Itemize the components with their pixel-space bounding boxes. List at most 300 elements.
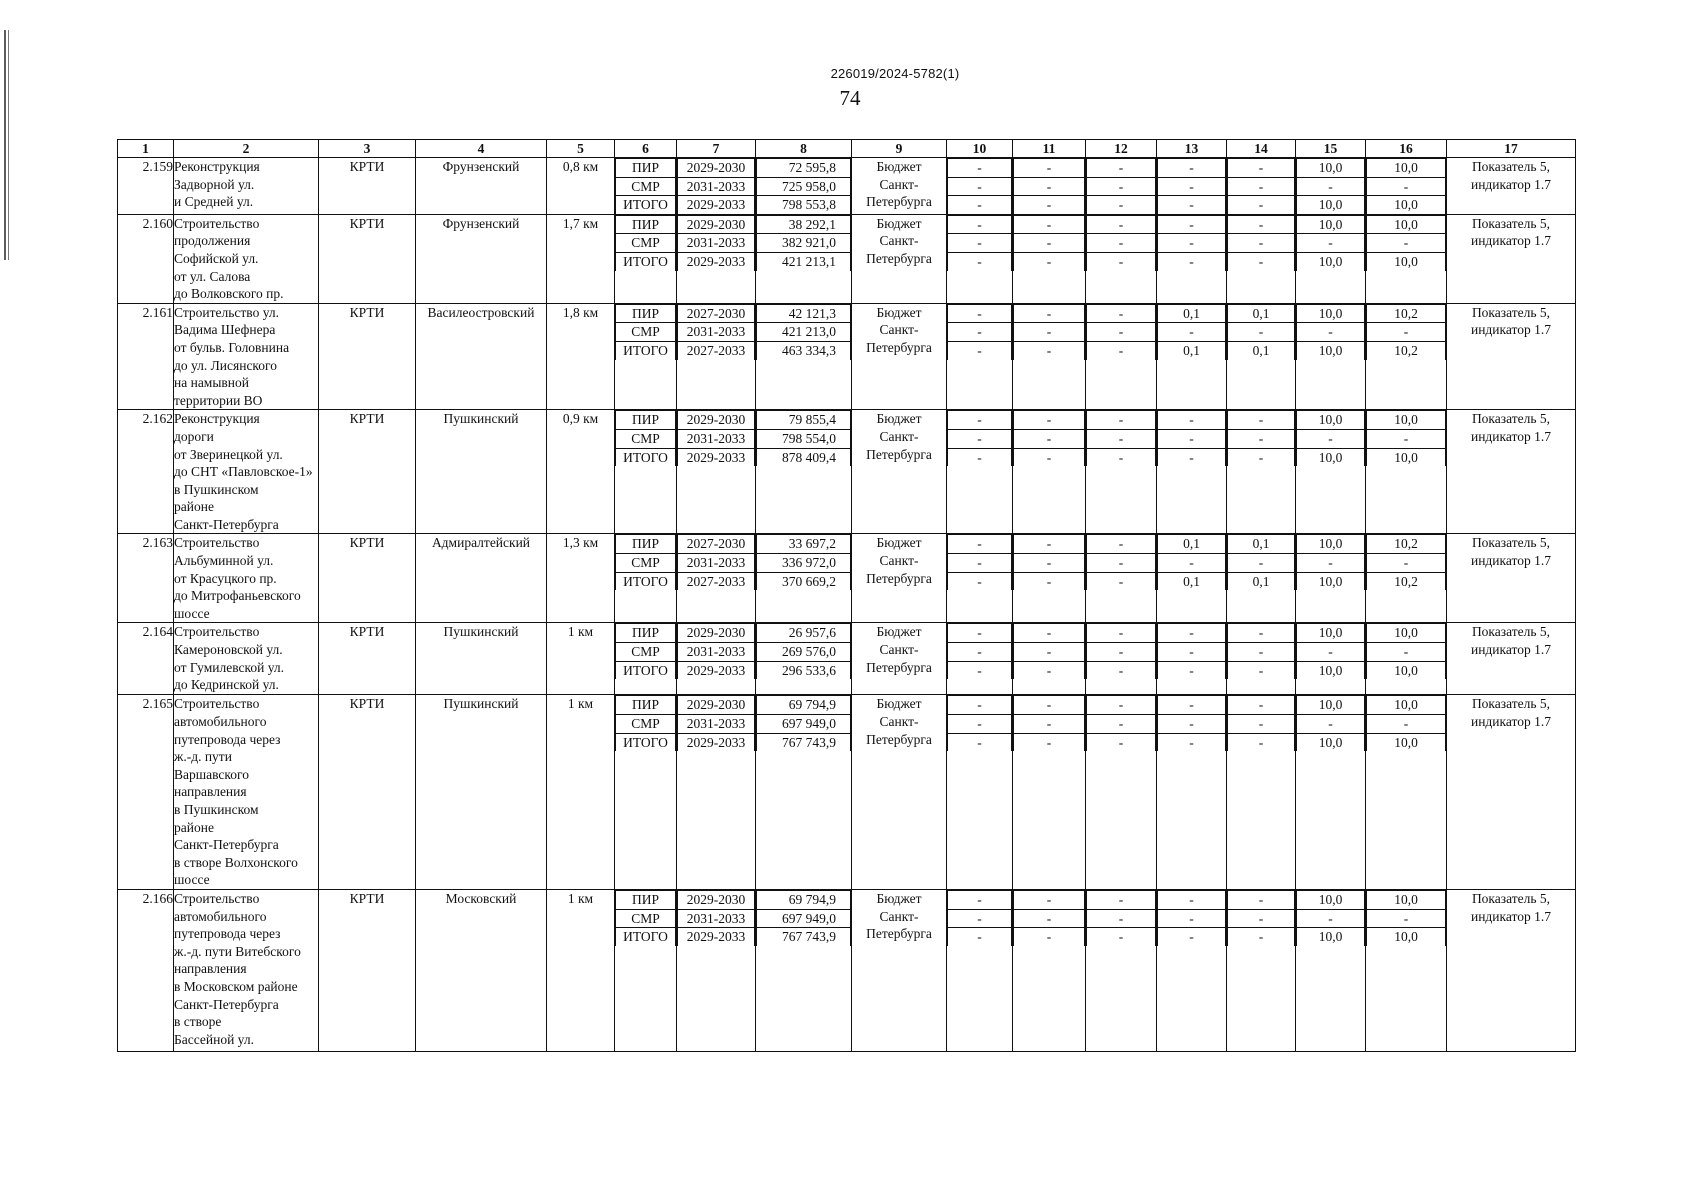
value-c12: - xyxy=(1087,909,1156,928)
stage-type: ИТОГО xyxy=(616,572,676,590)
stage-type: СМР xyxy=(616,909,676,928)
object-name-line: Строительство xyxy=(174,624,260,640)
object-name xyxy=(174,410,319,534)
stage-years: 2027-2030 xyxy=(678,304,755,323)
scan-binding-edge xyxy=(4,30,10,260)
column-header-8: 8 xyxy=(756,140,852,158)
stage-sum: 38 292,1 xyxy=(757,215,851,234)
value-c14: - xyxy=(1228,159,1295,178)
stage-years: 2029-2033 xyxy=(678,733,755,751)
value-c14: - xyxy=(1228,733,1295,751)
value-c13: - xyxy=(1158,215,1226,234)
stage-type: ПИР xyxy=(616,159,676,178)
value-c11: - xyxy=(1014,733,1085,751)
funding-source xyxy=(852,410,947,534)
value-c10: - xyxy=(948,733,1012,751)
value-c14-cell xyxy=(1227,158,1296,215)
value-c13: - xyxy=(1158,661,1226,679)
funding-line: Петербурга xyxy=(866,250,932,266)
value-c13-cell xyxy=(1157,303,1227,410)
value-c11: - xyxy=(1014,215,1085,234)
value-c10: - xyxy=(948,411,1012,430)
value-c15: - xyxy=(1297,234,1365,253)
object-name-line: в Московском районе xyxy=(174,978,298,994)
object-name-line: шоссе xyxy=(174,872,210,888)
indicator xyxy=(1447,695,1576,890)
value-c13: - xyxy=(1158,643,1226,662)
stage-sum: 33 697,2 xyxy=(757,535,851,554)
stage-sum: 296 533,6 xyxy=(757,661,851,679)
value-c16: 10,0 xyxy=(1367,159,1446,178)
object-name-line: продолжения xyxy=(174,233,251,249)
value-c11-cell xyxy=(1013,534,1086,623)
customer: КРТИ xyxy=(319,889,416,1051)
object-name-line: до Митрофаньевского xyxy=(174,588,301,604)
value-c15-cell xyxy=(1296,695,1366,890)
stage-sum: 767 743,9 xyxy=(757,928,851,946)
object-name-line: в Пушкинском xyxy=(174,802,259,817)
value-c10-cell xyxy=(947,889,1013,1051)
value-c16: 10,2 xyxy=(1367,572,1446,590)
value-c10: - xyxy=(948,572,1012,590)
value-c10-cell xyxy=(947,534,1013,623)
value-c10: - xyxy=(948,535,1012,554)
funding-source xyxy=(852,623,947,695)
value-c16: 10,2 xyxy=(1367,341,1446,359)
stage-years: 2031-2033 xyxy=(678,909,755,928)
value-c10: - xyxy=(948,554,1012,573)
column-header-2: 2 xyxy=(174,140,319,158)
value-c14: - xyxy=(1228,890,1295,909)
object-name-line: автомобильного xyxy=(174,908,267,924)
value-c13: - xyxy=(1158,323,1226,342)
stage-years: 2031-2033 xyxy=(678,715,755,734)
object-name-line: Задворной ул. xyxy=(174,176,255,192)
value-c14-cell xyxy=(1227,695,1296,890)
object-name-line: Вадима Шефнера xyxy=(174,322,276,338)
district: Фрунзенский xyxy=(416,158,547,215)
value-c12-cell xyxy=(1086,410,1157,534)
value-c15: - xyxy=(1297,643,1365,662)
table-row xyxy=(118,303,1576,410)
object-name-line: направления xyxy=(174,784,247,800)
indicator xyxy=(1447,158,1576,215)
value-c16-cell xyxy=(1366,214,1447,303)
value-c13: 0,1 xyxy=(1158,304,1226,323)
value-c12: - xyxy=(1087,715,1156,734)
object-name-line: до Волковского пр. xyxy=(174,286,284,302)
district: Фрунзенский xyxy=(416,214,547,303)
value-c16: 10,0 xyxy=(1367,196,1446,214)
object-name-line: от Красуцкого пр. xyxy=(174,570,277,586)
value-c15-cell xyxy=(1296,214,1366,303)
column-header-13: 13 xyxy=(1157,140,1227,158)
stage-years: 2029-2033 xyxy=(678,252,755,270)
value-c10: - xyxy=(948,696,1012,715)
value-c10: - xyxy=(948,624,1012,643)
value-c14: - xyxy=(1228,696,1295,715)
stage-years-cell xyxy=(677,303,756,410)
indicator xyxy=(1447,623,1576,695)
value-c11: - xyxy=(1014,196,1085,214)
object-name-line: Реконструкция xyxy=(174,411,260,427)
stage-years: 2027-2033 xyxy=(678,341,755,359)
object-name-line: и Средней ул. xyxy=(174,194,254,210)
object-name-line: путепровода через xyxy=(174,926,281,942)
stage-sum: 878 409,4 xyxy=(757,448,851,466)
stage-sum-cell xyxy=(756,214,852,303)
projects-table xyxy=(117,139,1576,1052)
indicator xyxy=(1447,410,1576,534)
stage-sum: 336 972,0 xyxy=(757,554,851,573)
object-name-line: Санкт-Петербурга xyxy=(174,996,279,1012)
funding-source xyxy=(852,889,947,1051)
value-c10: - xyxy=(948,177,1012,196)
value-c12: - xyxy=(1087,341,1156,359)
value-c14-cell xyxy=(1227,303,1296,410)
object-name-line: Строительство xyxy=(174,890,260,906)
object-name-line: автомобильного xyxy=(174,714,267,730)
value-c12: - xyxy=(1087,733,1156,751)
value-c14: - xyxy=(1228,323,1295,342)
value-c13-cell xyxy=(1157,623,1227,695)
value-c12: - xyxy=(1087,323,1156,342)
object-name-line: Санкт-Петербурга xyxy=(174,837,279,853)
value-c15-cell xyxy=(1296,889,1366,1051)
funding-line: Бюджет xyxy=(876,304,922,320)
value-c10: - xyxy=(948,715,1012,734)
funding-line: Петербурга xyxy=(866,339,932,355)
value-c13: - xyxy=(1158,909,1226,928)
value-c11: - xyxy=(1014,177,1085,196)
funding-line: Санкт- xyxy=(879,428,919,444)
customer: КРТИ xyxy=(319,410,416,534)
stage-years: 2029-2033 xyxy=(678,196,755,214)
value-c10: - xyxy=(948,215,1012,234)
column-header-16: 16 xyxy=(1366,140,1447,158)
object-name xyxy=(174,889,319,1051)
funding-line: Петербурга xyxy=(866,926,932,942)
value-c16: 10,0 xyxy=(1367,215,1446,234)
object-name-line: районе xyxy=(174,819,214,835)
customer: КРТИ xyxy=(319,158,416,215)
stage-sum: 269 576,0 xyxy=(757,643,851,662)
value-c12: - xyxy=(1087,890,1156,909)
object-name-line: Бассейной ул. xyxy=(174,1031,254,1047)
value-c16: - xyxy=(1367,429,1446,448)
stage-years: 2029-2033 xyxy=(678,661,755,679)
object-name-line: направления xyxy=(174,961,247,977)
object-name-line: в створе xyxy=(174,1014,222,1030)
stage-years: 2029-2033 xyxy=(678,448,755,466)
stage-sum: 79 855,4 xyxy=(757,411,851,430)
value-c14: - xyxy=(1228,234,1295,253)
object-name xyxy=(174,623,319,695)
object-name xyxy=(174,214,319,303)
value-c11: - xyxy=(1014,448,1085,466)
value-c14: - xyxy=(1228,643,1295,662)
funding-line: Петербурга xyxy=(866,194,932,210)
indicator-line: Показатель 5, xyxy=(1471,411,1551,427)
stage-type: ИТОГО xyxy=(616,252,676,270)
indicator-line: индикатор 1.7 xyxy=(1470,322,1551,338)
funding-line: Бюджет xyxy=(876,535,922,551)
value-c16: 10,0 xyxy=(1367,733,1446,751)
object-name xyxy=(174,534,319,623)
column-header-6: 6 xyxy=(615,140,677,158)
value-c10: - xyxy=(948,661,1012,679)
object-name-line: на намывной xyxy=(174,375,249,391)
stage-years: 2027-2033 xyxy=(678,572,755,590)
indicator-line: Показатель 5, xyxy=(1471,535,1551,551)
length: 0,9 км xyxy=(547,410,615,534)
indicator-line: Показатель 5, xyxy=(1471,696,1551,712)
value-c14-cell xyxy=(1227,623,1296,695)
stage-years: 2031-2033 xyxy=(678,643,755,662)
value-c12-cell xyxy=(1086,534,1157,623)
indicator-line: индикатор 1.7 xyxy=(1470,553,1551,569)
value-c10-cell xyxy=(947,214,1013,303)
stage-years-cell xyxy=(677,534,756,623)
value-c11-cell xyxy=(1013,410,1086,534)
object-name-line: Софийской ул. xyxy=(174,250,259,266)
stage-type: ПИР xyxy=(616,411,676,430)
stage-sum: 421 213,1 xyxy=(757,252,851,270)
stage-type: СМР xyxy=(616,234,676,253)
value-c15: 10,0 xyxy=(1297,341,1365,359)
value-c15-cell xyxy=(1296,534,1366,623)
object-name-line: до Кедринской ул. xyxy=(174,677,279,693)
value-c15: 10,0 xyxy=(1297,890,1365,909)
value-c12: - xyxy=(1087,928,1156,946)
document-id: 226019/2024-5782(1) xyxy=(830,66,960,81)
stage-years: 2031-2033 xyxy=(678,323,755,342)
table-row xyxy=(118,214,1576,303)
stage-type: ПИР xyxy=(616,890,676,909)
stage-type: ПИР xyxy=(616,696,676,715)
length: 1 км xyxy=(547,889,615,1051)
object-name-line: от ул. Салова xyxy=(174,268,251,284)
stage-sum: 697 949,0 xyxy=(757,909,851,928)
value-c11: - xyxy=(1014,411,1085,430)
stage-sum: 798 554,0 xyxy=(757,429,851,448)
value-c14: - xyxy=(1228,215,1295,234)
stage-type: ИТОГО xyxy=(616,448,676,466)
value-c13-cell xyxy=(1157,214,1227,303)
funding-line: Бюджет xyxy=(876,411,922,427)
value-c15: 10,0 xyxy=(1297,661,1365,679)
object-name-line: шоссе xyxy=(174,605,210,621)
stage-years: 2029-2030 xyxy=(678,696,755,715)
stage-type: СМР xyxy=(616,643,676,662)
stage-years-cell xyxy=(677,623,756,695)
value-c15: - xyxy=(1297,177,1365,196)
value-c12: - xyxy=(1087,215,1156,234)
page-number: 74 xyxy=(839,86,861,110)
stage-type: ПИР xyxy=(616,535,676,554)
stage-sum-cell xyxy=(756,889,852,1051)
value-c11-cell xyxy=(1013,695,1086,890)
value-c16: 10,0 xyxy=(1367,411,1446,430)
value-c11: - xyxy=(1014,304,1085,323)
object-name xyxy=(174,158,319,215)
value-c11: - xyxy=(1014,159,1085,178)
value-c16-cell xyxy=(1366,303,1447,410)
object-name-line: Строительство xyxy=(174,215,260,231)
stage-sum: 42 121,3 xyxy=(757,304,851,323)
value-c11: - xyxy=(1014,696,1085,715)
value-c16-cell xyxy=(1366,695,1447,890)
value-c15-cell xyxy=(1296,623,1366,695)
funding-line: Санкт- xyxy=(879,553,919,569)
value-c14-cell xyxy=(1227,534,1296,623)
value-c16: 10,0 xyxy=(1367,696,1446,715)
value-c13-cell xyxy=(1157,534,1227,623)
object-name-line: от Зверинецкой ул. xyxy=(174,446,283,462)
customer: КРТИ xyxy=(319,534,416,623)
projects-body xyxy=(118,158,1576,1052)
value-c11-cell xyxy=(1013,623,1086,695)
stage-sum: 72 595,8 xyxy=(757,159,851,178)
value-c14-cell xyxy=(1227,214,1296,303)
value-c11: - xyxy=(1014,341,1085,359)
row-number: 2.165 xyxy=(118,695,174,890)
column-number-row xyxy=(118,140,1576,158)
value-c10: - xyxy=(948,196,1012,214)
value-c11-cell xyxy=(1013,889,1086,1051)
stage-type: ПИР xyxy=(616,215,676,234)
column-header-15: 15 xyxy=(1296,140,1366,158)
value-c14: 0,1 xyxy=(1228,304,1295,323)
stage-type: ИТОГО xyxy=(616,928,676,946)
length: 1,7 км xyxy=(547,214,615,303)
value-c11: - xyxy=(1014,643,1085,662)
object-name-line: Камероновской ул. xyxy=(174,642,283,658)
value-c15: 10,0 xyxy=(1297,159,1365,178)
stage-type-cell xyxy=(615,410,677,534)
value-c14: - xyxy=(1228,177,1295,196)
value-c16: 10,0 xyxy=(1367,252,1446,270)
value-c14: - xyxy=(1228,928,1295,946)
funding-source xyxy=(852,158,947,215)
funding-line: Санкт- xyxy=(879,176,919,192)
value-c12-cell xyxy=(1086,623,1157,695)
value-c12-cell xyxy=(1086,303,1157,410)
value-c16: - xyxy=(1367,554,1446,573)
value-c13: - xyxy=(1158,234,1226,253)
indicator-line: индикатор 1.7 xyxy=(1470,176,1551,192)
value-c13: 0,1 xyxy=(1158,535,1226,554)
table-row xyxy=(118,534,1576,623)
value-c11: - xyxy=(1014,535,1085,554)
value-c15: 10,0 xyxy=(1297,733,1365,751)
value-c15: 10,0 xyxy=(1297,252,1365,270)
value-c12: - xyxy=(1087,304,1156,323)
value-c15: 10,0 xyxy=(1297,572,1365,590)
value-c12: - xyxy=(1087,159,1156,178)
value-c13: 0,1 xyxy=(1158,341,1226,359)
indicator-line: индикатор 1.7 xyxy=(1470,642,1551,658)
object-name-line: Строительство xyxy=(174,535,260,551)
object-name-line: Альбуминной ул. xyxy=(174,553,274,569)
column-header-14: 14 xyxy=(1227,140,1296,158)
indicator-line: индикатор 1.7 xyxy=(1470,714,1551,730)
value-c16: 10,0 xyxy=(1367,448,1446,466)
district: Пушкинский xyxy=(416,623,547,695)
value-c10: - xyxy=(948,928,1012,946)
value-c11: - xyxy=(1014,715,1085,734)
stage-sum: 798 553,8 xyxy=(757,196,851,214)
stage-type: ИТОГО xyxy=(616,196,676,214)
value-c14: - xyxy=(1228,448,1295,466)
value-c15-cell xyxy=(1296,410,1366,534)
funding-line: Петербурга xyxy=(866,446,932,462)
row-number: 2.162 xyxy=(118,410,174,534)
funding-line: Бюджет xyxy=(876,215,922,231)
value-c13: 0,1 xyxy=(1158,572,1226,590)
value-c10: - xyxy=(948,304,1012,323)
indicator-line: Показатель 5, xyxy=(1471,215,1551,231)
value-c10: - xyxy=(948,890,1012,909)
value-c13: - xyxy=(1158,429,1226,448)
object-name-line: дороги xyxy=(174,428,214,444)
value-c15: - xyxy=(1297,323,1365,342)
funding-source xyxy=(852,695,947,890)
value-c12: - xyxy=(1087,252,1156,270)
object-name-line: от бульв. Головнина xyxy=(174,339,290,355)
district: Пушкинский xyxy=(416,695,547,890)
funding-source xyxy=(852,303,947,410)
value-c12: - xyxy=(1087,535,1156,554)
value-c11: - xyxy=(1014,928,1085,946)
indicator xyxy=(1447,534,1576,623)
stage-years-cell xyxy=(677,410,756,534)
table-row xyxy=(118,158,1576,215)
table-row xyxy=(118,410,1576,534)
value-c13: - xyxy=(1158,159,1226,178)
value-c13-cell xyxy=(1157,695,1227,890)
funding-line: Бюджет xyxy=(876,696,922,712)
value-c13-cell xyxy=(1157,889,1227,1051)
stage-type-cell xyxy=(615,534,677,623)
stage-sum-cell xyxy=(756,410,852,534)
stage-type-cell xyxy=(615,695,677,890)
value-c12: - xyxy=(1087,696,1156,715)
value-c12: - xyxy=(1087,196,1156,214)
value-c14: 0,1 xyxy=(1228,535,1295,554)
value-c13: - xyxy=(1158,733,1226,751)
indicator-line: Показатель 5, xyxy=(1471,304,1551,320)
row-number: 2.164 xyxy=(118,623,174,695)
value-c15: - xyxy=(1297,909,1365,928)
value-c10: - xyxy=(948,341,1012,359)
customer: КРТИ xyxy=(319,623,416,695)
value-c14: - xyxy=(1228,252,1295,270)
district: Адмиралтейский xyxy=(416,534,547,623)
stage-sum: 725 958,0 xyxy=(757,177,851,196)
object-name-line: до СНТ «Павловское-1» xyxy=(174,464,313,480)
value-c15: 10,0 xyxy=(1297,196,1365,214)
value-c15-cell xyxy=(1296,158,1366,215)
value-c11: - xyxy=(1014,624,1085,643)
value-c12: - xyxy=(1087,643,1156,662)
value-c11-cell xyxy=(1013,158,1086,215)
indicator-line: Показатель 5, xyxy=(1471,159,1551,174)
value-c12: - xyxy=(1087,411,1156,430)
object-name xyxy=(174,303,319,410)
value-c13-cell xyxy=(1157,158,1227,215)
customer: КРТИ xyxy=(319,695,416,890)
